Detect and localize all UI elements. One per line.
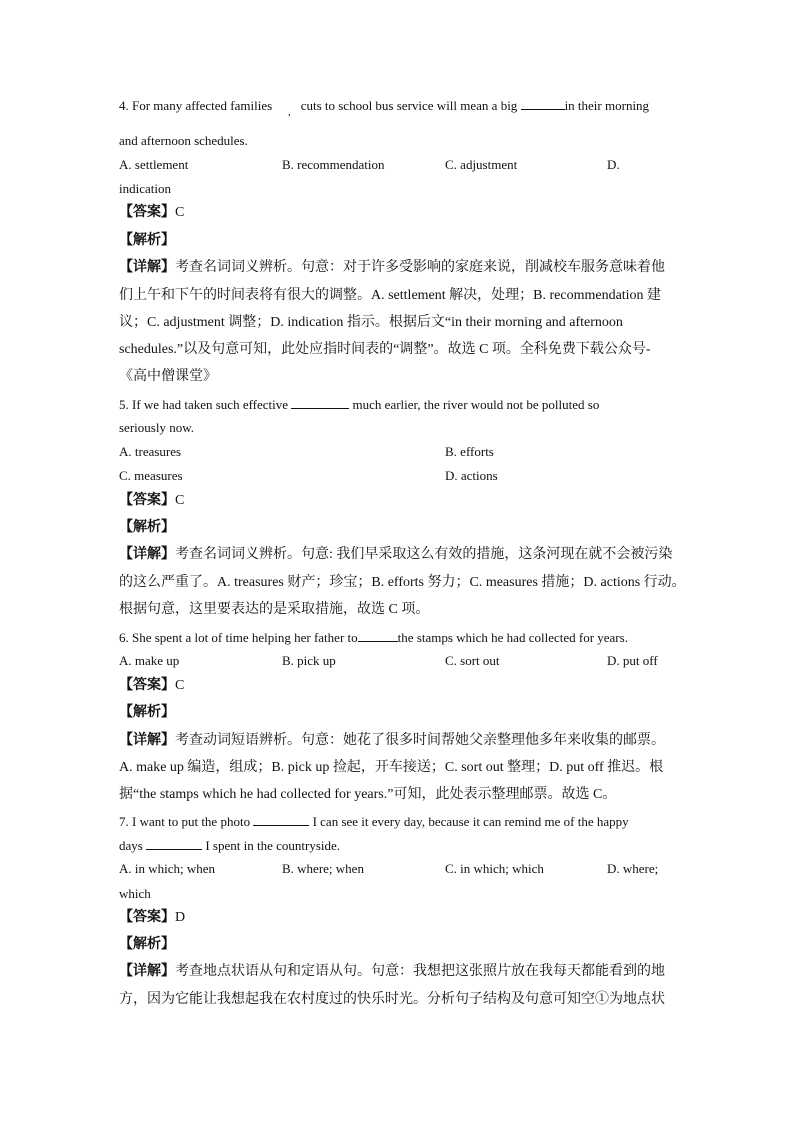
q4-comma: , [288,106,291,118]
answer-value: C [175,678,185,693]
detail-text: 考查动词短语辨析。句意：她花了很多时间帮她父亲整理他多年来收集的邮票。 [175,733,665,748]
q5-stem-part-b: much earlier, the river would not be polluted so [352,397,600,412]
detail-label: 【详解】 [119,547,175,562]
q4-option-d-continued: indication [119,181,171,196]
answer-value: D [175,910,186,925]
answer-blank-1 [253,813,309,826]
q4-detail-line3: 议；C. adjustment 调整；D. indication 指示。根据后文“in their morning and afternoon [119,315,623,330]
question-6-stem [119,629,628,646]
answer-blank [291,396,349,409]
answer-blank-2 [146,837,202,850]
q4-stem-part-b: cuts to school bus service will mean a big [300,98,518,113]
q7-stem-part-c: days [119,838,143,853]
answer-value: C [175,493,185,508]
q4-option-b: B. recommendation [282,157,385,172]
question-7-stem-line2 [119,837,340,854]
q7-option-c: C. in which; which [445,861,544,876]
q4-detail-line4: schedules.”以及句意可知，此处应指时间表的“调整”。故选 C 项。全科免费下载公众号- [119,342,651,357]
q5-stem-line2: seriously now. [119,420,194,435]
q5-option-b: B. efforts [445,444,494,459]
answer-label: 【答案】 [119,910,175,925]
q6-stem-part-a: 6. She spent a lot of time helping her father to [119,630,358,645]
answer-label: 【答案】 [119,493,175,508]
q7-detail-line1 [119,963,665,981]
detail-label: 【详解】 [119,260,175,275]
q6-detail-line2: A. make up 编造，组成；B. pick up 捡起，开车接送；C. sort out 整理；D. put off 推迟。根 [119,760,664,775]
q7-option-d: D. where; [607,861,659,876]
q6-detail-line3: 据“the stamps which he had collected for years.”可知，此处表示整理邮票。故选 C。 [119,787,617,802]
q4-detail-line5: 《高中僧课堂》 [119,369,217,384]
q4-analysis-label: 【解析】 [119,233,175,248]
q5-option-d: D. actions [445,468,498,483]
q5-detail-line2: 的这么严重了。A. treasures 财产；珍宝；B. efforts 努力；C. measures 措施；D. actions 行动。 [119,575,686,590]
q7-option-d-continued: which [119,886,151,901]
q7-stem-part-d: I spent in the countryside. [205,838,341,853]
q7-option-a: A. in which; when [119,861,216,876]
q4-stem-part-a: 4. For many affected families [119,98,273,113]
q5-detail-line3: 根据句意，这里要表达的是采取措施，故选 C 项。 [119,602,430,617]
q6-option-d: D. put off [607,653,658,668]
q5-option-c: C. measures [119,468,183,483]
q7-stem-part-b: I can see it every day, because it can remind me of the happy [312,814,629,829]
question-4-stem [119,97,649,114]
q7-answer [119,909,185,927]
detail-label: 【详解】 [119,964,175,979]
q6-analysis-label: 【解析】 [119,705,175,720]
q7-option-b: B. where; when [282,861,364,876]
q4-detail-line2: 们上午和下午的时间表将有很大的调整。A. settlement 解决，处理；B. recommendation 建 [119,288,662,303]
answer-blank [358,629,398,642]
q4-stem-line2: and afternoon schedules. [119,133,248,148]
q5-stem-part-a: 5. If we had taken such effective [119,397,289,412]
detail-text: 考查名词词义辨析。句意: 我们早采取这么有效的措施，这条河现在就不会被污染 [175,547,673,562]
q5-analysis-label: 【解析】 [119,520,175,535]
q6-answer [119,677,184,695]
q4-detail-line1 [119,259,665,277]
q4-stem-part-c: in their morning [564,98,650,113]
detail-text: 考查名词词义辨析。句意：对于许多受影响的家庭来说，削减校车服务意味着他 [175,260,665,275]
q6-detail-line1 [119,732,665,750]
q7-stem-part-a: 7. I want to put the photo [119,814,251,829]
q6-option-c: C. sort out [445,653,500,668]
detail-text: 考查地点状语从句和定语从句。句意：我想把这张照片放在我每天都能看到的地 [175,964,665,979]
answer-value: C [175,205,185,220]
q6-option-b: B. pick up [282,653,336,668]
q5-option-a: A. treasures [119,444,182,459]
answer-label: 【答案】 [119,678,175,693]
answer-label: 【答案】 [119,205,175,220]
question-5-stem [119,396,599,413]
q6-stem-part-b: the stamps which he had collected for years. [397,630,628,645]
q5-answer [119,492,184,510]
q7-analysis-label: 【解析】 [119,937,175,952]
q4-option-d: D. [607,157,620,172]
q7-detail-line2: 方，因为它能让我想起我在农村度过的快乐时光。分析句子结构及句意可知空①为地点状 [119,992,665,1007]
q6-option-a: A. make up [119,653,180,668]
answer-blank [521,97,565,110]
detail-label: 【详解】 [119,733,175,748]
q4-option-a: A. settlement [119,157,189,172]
question-7-stem [119,813,629,830]
q4-answer [119,204,184,222]
q4-option-c: C. adjustment [445,157,518,172]
q5-detail-line1 [119,546,672,564]
